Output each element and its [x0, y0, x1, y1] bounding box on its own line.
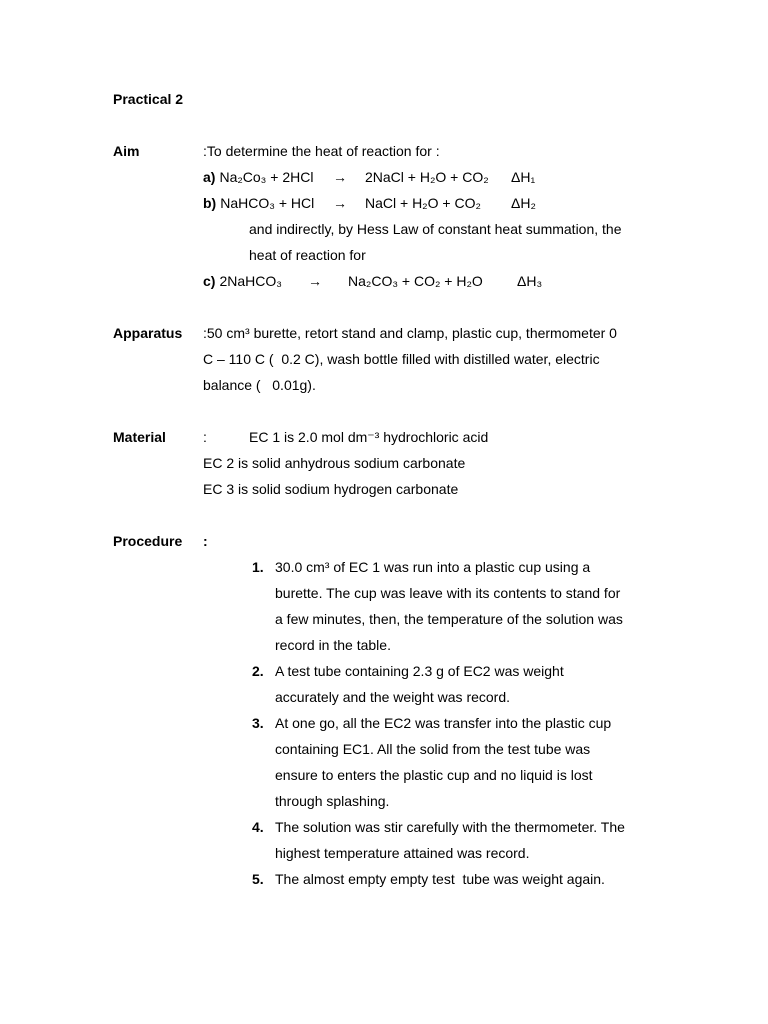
equation-reactants: 2NaHCO₃ — [219, 273, 282, 289]
equation-enthalpy: ΔH₁ — [511, 169, 536, 185]
material-text: EC 3 is solid sodium hydrogen carbonate — [203, 481, 459, 497]
equation-b — [113, 190, 693, 216]
aim-heading: Aim — [113, 143, 140, 159]
apparatus-row-1 — [113, 320, 693, 346]
procedure-step-3 — [113, 710, 693, 736]
apparatus-row-3 — [113, 372, 693, 398]
step-text: highest temperature attained was record. — [275, 845, 530, 861]
equation-a-left — [203, 164, 313, 190]
hess-note-line-1 — [113, 216, 693, 242]
procedure-step-2 — [113, 658, 693, 684]
material-text: EC 1 is 2.0 mol dm⁻³ hydrochloric acid — [249, 429, 489, 445]
equation-reactants: Na₂Co₃ + 2HCl — [219, 169, 314, 185]
step-text: ensure to enters the plastic cup and no liquid is lost — [275, 767, 593, 783]
step-text: burette. The cup was leave with its contents to stand for — [275, 585, 621, 601]
procedure-step-3-cont — [113, 762, 693, 788]
spacer — [113, 398, 693, 424]
procedure-step-1 — [113, 554, 693, 580]
step-number: 1. — [252, 559, 264, 575]
reaction-arrow: → — [308, 273, 322, 289]
step-number: 4. — [252, 819, 264, 835]
step-text: a few minutes, then, the temperature of the solution was — [275, 611, 623, 627]
step-text: A test tube containing 2.3 g of EC2 was weight — [275, 663, 564, 679]
equation-label: a) — [203, 169, 216, 185]
step-text: record in the table. — [275, 637, 391, 653]
procedure-step-1-cont — [113, 632, 693, 658]
step-text: The solution was stir carefully with the thermometer. The — [275, 819, 625, 835]
page-title: Practical 2 — [113, 91, 184, 107]
apparatus-text: C – 110 C ( 0.2 C), wash bottle filled with distilled water, electric — [203, 351, 600, 367]
procedure-row — [113, 528, 693, 554]
procedure-step-5 — [113, 866, 693, 892]
step-text: containing EC1. All the solid from the test tube was — [275, 741, 591, 757]
apparatus-text: :50 cm³ burette, retort stand and clamp, plastic cup, thermometer 0 — [203, 325, 617, 341]
equation-products: Na₂CO₃ + CO₂ + H₂O — [348, 273, 483, 289]
reaction-arrow: → — [333, 195, 347, 211]
procedure-step-1-cont — [113, 606, 693, 632]
spacer — [113, 294, 693, 320]
apparatus-text: balance ( 0.01g). — [203, 377, 316, 393]
step-number: 3. — [252, 715, 264, 731]
equation-products: 2NaCl + H₂O + CO₂ — [365, 169, 489, 185]
procedure-heading: Procedure — [113, 533, 183, 549]
procedure-step-3-cont — [113, 788, 693, 814]
procedure-step-2-cont — [113, 684, 693, 710]
equation-reactants: NaHCO₃ + HCl — [220, 195, 315, 211]
material-text: EC 2 is solid anhydrous sodium carbonate — [203, 455, 466, 471]
hess-note-text: heat of reaction for — [249, 247, 366, 263]
procedure-step-1-cont — [113, 580, 693, 606]
hess-note-text: and indirectly, by Hess Law of constant heat summation, the — [249, 221, 622, 237]
apparatus-heading: Apparatus — [113, 325, 183, 341]
equation-c — [113, 268, 693, 294]
procedure-colon: : — [203, 533, 208, 549]
step-number: 5. — [252, 871, 264, 887]
spacer — [113, 502, 693, 528]
step-text: At one go, all the EC2 was transfer into the plastic cup — [275, 715, 612, 731]
material-row-1 — [113, 424, 693, 450]
equation-label: c) — [203, 273, 216, 289]
aim-row — [113, 138, 693, 164]
equation-enthalpy: ΔH₃ — [517, 273, 543, 289]
material-colon: : — [203, 429, 207, 445]
procedure-step-4-cont — [113, 840, 693, 866]
apparatus-row-2 — [113, 346, 693, 372]
step-text: accurately and the weight was record. — [275, 689, 511, 705]
spacer — [113, 112, 693, 138]
material-heading: Material — [113, 429, 166, 445]
material-row-2 — [113, 450, 693, 476]
equation-enthalpy: ΔH₂ — [511, 195, 536, 211]
material-row-3 — [113, 476, 693, 502]
procedure-step-4 — [113, 814, 693, 840]
step-text: through splashing. — [275, 793, 390, 809]
aim-intro: :To determine the heat of reaction for : — [203, 143, 440, 159]
step-text: The almost empty empty test tube was weight again. — [275, 871, 605, 887]
document-page — [113, 86, 693, 892]
equation-label: b) — [203, 195, 217, 211]
equation-a — [113, 164, 693, 190]
reaction-arrow: → — [333, 169, 347, 185]
step-text: 30.0 cm³ of EC 1 was run into a plastic cup using a — [275, 559, 591, 575]
equation-products: NaCl + H₂O + CO₂ — [365, 195, 481, 211]
equation-b-left — [203, 190, 314, 216]
step-number: 2. — [252, 663, 264, 679]
hess-note-line-2 — [113, 242, 693, 268]
equation-c-left — [203, 268, 282, 294]
title-row — [113, 86, 693, 112]
procedure-step-3-cont — [113, 736, 693, 762]
